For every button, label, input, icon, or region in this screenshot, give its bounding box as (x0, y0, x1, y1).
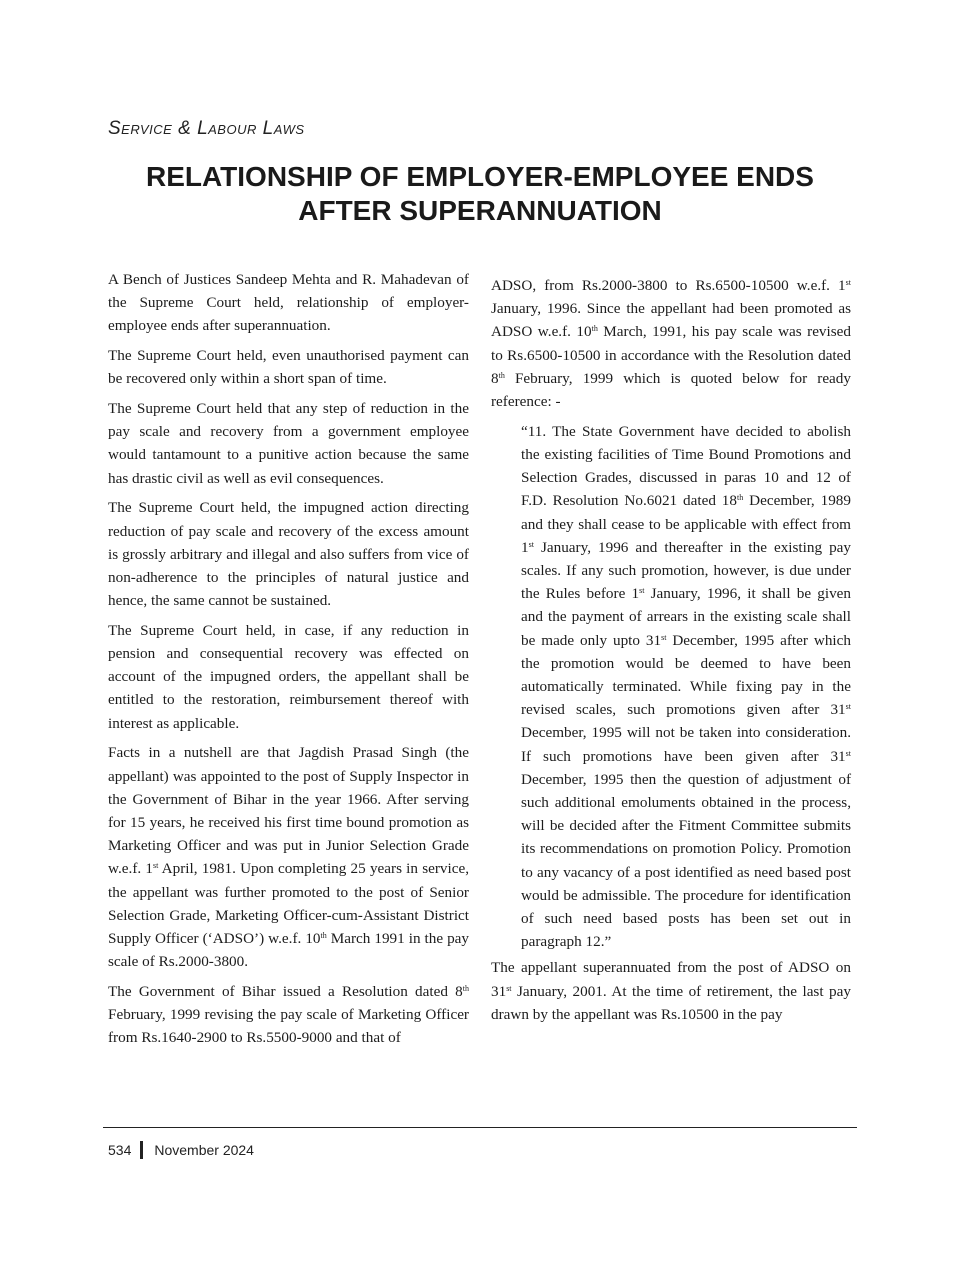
footer-divider (140, 1141, 143, 1159)
page-footer (108, 1141, 254, 1159)
title-line-1: RELATIONSHIP OF EMPLOYER-EMPLOYEE ENDS (146, 161, 814, 192)
paragraph: Facts in a nutshell are that Jagdish Prasad Singh (the appellant) was appointed to the post of Supply Inspector in the Government of Bihar in the year 1966. After serving for 15 years, he received his first time bound promotion as Marketing Officer and was put in Junior Selection Grade w.e.f. 1st April, 1981. Upon completing 25 years in service, the appellant was further promoted to the post of Senior Selection Grade, Marketing Officer-cum-Assistant District Supply Officer (‘ADSO’) w.e.f. 10th March 1991 in the pay scale of Rs.2000-3800. (108, 744, 470, 971)
page-number: 534 (108, 1142, 132, 1158)
paragraph: The Supreme Court held that any step of reduction in the pay scale and recovery from a government employee would tantamount to a punitive action because the same has drastic civil as well as evil consequences. (108, 400, 469, 487)
paragraph: The Supreme Court held, in case, if any reduction in pension and consequential recovery was effected on account of the impugned orders, the appellant shall be entitled to the restoration, reimbursement thereof with interest as applicable. (108, 621, 469, 732)
paragraph: A Bench of Justices Sandeep Mehta and R. Mahadevan of the Supreme Court held, relationship of employer-employee ends after superannuation. (108, 271, 469, 335)
right-column (491, 274, 851, 1033)
paragraph: The Supreme Court held, even unauthorised payment can be recovered only within a short span of time. (108, 347, 469, 388)
issue-date: November 2024 (154, 1142, 254, 1158)
article-title (104, 160, 856, 228)
paragraph: The Supreme Court held, the impugned action directing reduction of pay scale and recovery of the excess amount is grossly arbitrary and illegal and also suffers from vice of non-adherence to the principles of natural justice and hence, the same cannot be sustained. (108, 499, 469, 610)
footer-rule (103, 1127, 857, 1128)
paragraph: ADSO, from Rs.2000-3800 to Rs.6500-10500 w.e.f. 1st January, 1996. Since the appellant had been promoted as ADSO w.e.f. 10th March, 1991, his pay scale was revised to Rs.6500-10500 in accordance with the Resolution dated 8th February, 1999 which is quoted below for ready reference: - (491, 277, 851, 411)
section-heading: Service & Labour Laws (108, 118, 305, 139)
left-column (108, 268, 469, 1056)
paragraph: The appellant superannuated from the post of ADSO on 31st January, 2001. At the time of retirement, the last pay drawn by the appellant was Rs.10500 in the pay (491, 959, 851, 1023)
block-quote: “11. The State Government have decided to abolish the existing facilities of Time Bound Promotions and Selection Grades, discussed in paras 10 and 12 of F.D. Resolution No.6021 dated 18th December, 1989 and they shall cease to be applicable with effect from 1st January, 1996 and thereafter in the existing pay scales. If any such promotion, however, is due under the Rules before 1st January, 1996, it shall be given and the payment of arrears in the existing scale shall be made only upto 31st December, 1995 after which the promotion would be deemed to have been automatically terminated. While fixing pay in the revised scales, such promotions given after 31st December, 1995 will not be taken into consideration. If such promotions have been given after 31st December, 1995 then the question of adjustment of such additional emoluments obtained in the process, will be decided after the Fitment Committee submits its recommendations on promotion Policy. Promotion to any vacancy of a post identified as need based post would be admissible. The procedure for identification of such need based posts has been set out in paragraph 12.” (521, 422, 852, 951)
paragraph: The Government of Bihar issued a Resolution dated 8th February, 1999 revising the pay scale of Marketing Officer from Rs.1640-2900 to Rs.5500-9000 and that of (108, 982, 469, 1047)
title-line-2: AFTER SUPERANNUATION (298, 195, 662, 226)
